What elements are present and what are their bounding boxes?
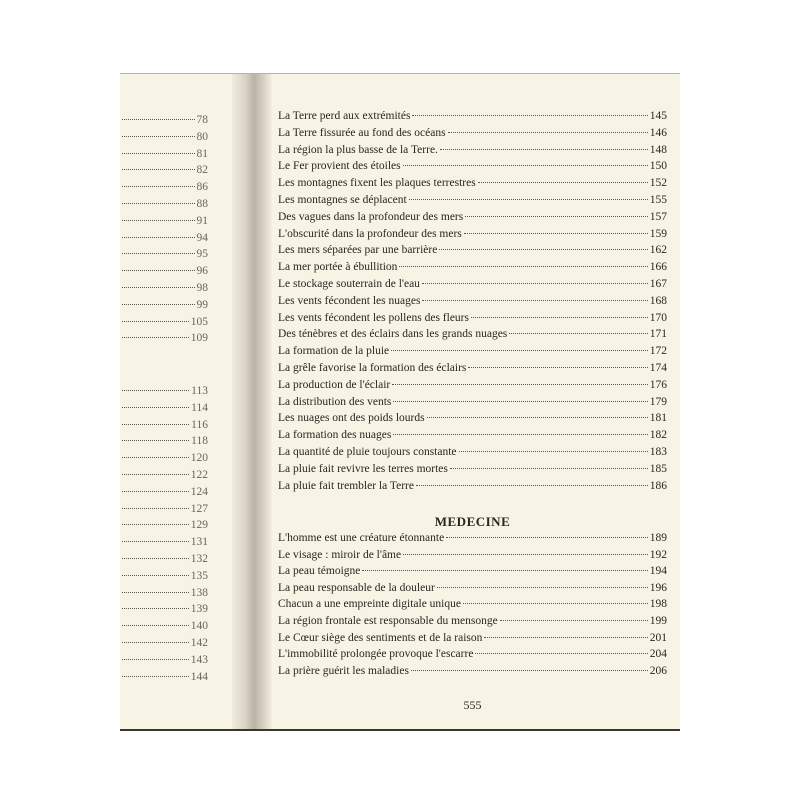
entry-title: La peau témoigne — [278, 565, 361, 578]
entry-page: 131 — [190, 536, 208, 549]
toc-row — [278, 295, 667, 311]
entry-page: 129 — [190, 519, 208, 532]
entry-title: Des vagues dans la profondeur des mers — [278, 210, 464, 223]
entry-page: 127 — [190, 502, 208, 515]
entry-page: 166 — [649, 261, 667, 274]
dot-leader — [122, 592, 189, 593]
toc-row-left — [120, 587, 208, 603]
dot-leader — [416, 485, 648, 486]
entry-title: L'immobilité prolongée provoque l'escarre — [278, 648, 474, 661]
dot-leader — [362, 570, 647, 571]
entry-page: 94 — [196, 231, 208, 244]
entry-page: 159 — [649, 227, 667, 240]
entry-title: Les vents fécondent les nuages — [278, 294, 421, 307]
toc-row — [278, 463, 667, 479]
entry-page: 168 — [649, 294, 667, 307]
entry-page: 124 — [190, 485, 208, 498]
entry-page: 132 — [190, 553, 208, 565]
entry-page: 194 — [649, 565, 667, 578]
entry-title: L'obscurité dans la profondeur des mers — [278, 227, 462, 240]
toc-row-left — [120, 148, 208, 164]
entry-title: La pluie fait trembler la Terre — [278, 479, 414, 492]
entry-page: 113 — [191, 385, 208, 397]
dot-leader — [122, 186, 195, 187]
entry-page: 86 — [196, 181, 208, 194]
toc-row — [278, 582, 667, 598]
dot-leader — [122, 407, 189, 408]
dot-leader — [459, 451, 648, 452]
entry-page: 206 — [649, 664, 667, 677]
toc-row — [278, 127, 667, 143]
dot-leader — [122, 440, 189, 441]
toc-row — [278, 194, 667, 210]
dot-leader — [437, 587, 648, 588]
toc-row — [278, 429, 667, 445]
dot-leader — [399, 266, 647, 267]
entry-page: 182 — [649, 429, 667, 442]
toc-row-left — [120, 131, 208, 147]
entry-title: La région frontale est responsable du mensonge — [278, 615, 498, 627]
toc-row — [278, 177, 667, 193]
toc-row-left — [120, 637, 208, 653]
dot-leader — [122, 337, 189, 338]
entry-page: 143 — [190, 653, 208, 666]
toc-row — [278, 615, 667, 631]
entry-page: 179 — [649, 395, 667, 408]
toc-row — [278, 598, 667, 614]
toc-row — [278, 345, 667, 361]
entry-page: 120 — [190, 452, 208, 465]
dot-leader — [409, 199, 648, 200]
entry-page: 199 — [649, 615, 667, 627]
toc-row-left — [120, 603, 208, 619]
entry-page: 198 — [649, 598, 667, 611]
dot-leader — [412, 115, 647, 116]
entry-title: La formation des nuages — [278, 429, 392, 442]
toc-row — [278, 160, 667, 176]
dot-leader — [122, 491, 189, 492]
toc-row-left — [120, 435, 208, 451]
dot-leader — [403, 554, 648, 555]
dot-leader — [122, 508, 189, 509]
dot-leader — [122, 575, 189, 576]
dot-leader — [475, 653, 647, 654]
book-gutter — [232, 74, 272, 729]
entry-title: Le visage : miroir de l'âme — [278, 548, 402, 561]
dot-leader — [439, 249, 647, 250]
entry-title: La Terre perd aux extrémités — [278, 110, 411, 122]
entry-page: 142 — [190, 637, 208, 649]
entry-title: La Terre fissurée au fond des océans — [278, 126, 446, 139]
entry-page: 176 — [649, 378, 667, 391]
entry-page: 192 — [649, 548, 667, 561]
entry-page: 167 — [649, 278, 667, 290]
entry-page: 186 — [649, 479, 667, 492]
entry-title: La prière guérit les maladies — [278, 664, 409, 677]
entry-page: 181 — [649, 412, 667, 425]
dot-leader — [440, 149, 648, 150]
dot-leader — [391, 350, 648, 351]
entry-title: Les montagnes se déplacent — [278, 194, 407, 206]
dot-leader — [122, 153, 195, 154]
entry-page: 96 — [196, 265, 208, 278]
toc-row — [278, 532, 667, 548]
entry-page: 185 — [649, 462, 667, 475]
entry-page: 114 — [191, 401, 208, 414]
toc-row-left — [120, 265, 208, 281]
toc-row-left — [120, 215, 208, 231]
dot-leader — [403, 165, 648, 166]
entry-title: L'homme est une créature étonnante — [278, 532, 445, 544]
entry-page: 196 — [649, 581, 667, 594]
dot-leader — [122, 474, 189, 475]
toc-row — [278, 261, 667, 277]
entry-page: 144 — [190, 670, 208, 683]
section-title: MEDECINE — [434, 514, 511, 529]
toc-row-left — [120, 164, 208, 180]
dot-leader — [509, 333, 647, 334]
entry-title: Les montagnes fixent les plaques terrestres — [278, 177, 476, 190]
entry-title: La pluie fait revivre les terres mortes — [278, 462, 448, 475]
entry-title: Les nuages ont des poids lourds — [278, 412, 425, 425]
entry-title: La quantité de pluie toujours constante — [278, 446, 457, 458]
entry-title: La peau responsable de la douleur — [278, 581, 435, 594]
entry-title: La région la plus basse de la Terre. — [278, 143, 438, 156]
dot-leader — [422, 300, 647, 301]
entry-page: 91 — [196, 214, 208, 227]
entry-page: 148 — [649, 143, 667, 156]
dot-leader — [122, 304, 195, 305]
toc-row-left — [120, 419, 208, 435]
dot-leader — [122, 608, 189, 609]
dot-leader — [464, 233, 648, 234]
toc-row-left — [120, 316, 208, 332]
dot-leader — [122, 270, 195, 271]
toc-row — [278, 648, 667, 664]
entry-page: 122 — [190, 469, 208, 481]
dot-leader — [122, 659, 189, 660]
toc-row — [278, 110, 667, 126]
toc-row-left — [120, 232, 208, 248]
entry-page: 171 — [649, 328, 667, 341]
dot-leader — [392, 384, 648, 385]
entry-page: 201 — [649, 631, 667, 644]
entry-page: 140 — [190, 620, 208, 633]
dot-leader — [122, 642, 189, 643]
toc-row-left — [120, 486, 208, 502]
toc-row-left — [120, 181, 208, 197]
dot-leader — [465, 216, 648, 217]
dot-leader — [463, 603, 648, 604]
toc-row-left — [120, 503, 208, 519]
entry-page: 81 — [196, 147, 208, 160]
entry-title: La distribution des vents — [278, 395, 392, 408]
entry-page: 172 — [649, 345, 667, 358]
entry-title: Les mers séparées par une barrière — [278, 244, 438, 257]
dot-leader — [122, 321, 189, 322]
dot-leader — [122, 558, 189, 559]
entry-title: Chacun a une empreinte digitale unique — [278, 598, 461, 611]
toc-row-left — [120, 452, 208, 468]
toc-row-left — [120, 536, 208, 552]
entry-title: Le Fer provient des étoiles — [278, 160, 401, 173]
dot-leader — [122, 424, 189, 425]
dot-leader — [122, 287, 195, 288]
dot-leader — [122, 625, 189, 626]
dot-leader — [122, 220, 195, 221]
book-spread — [120, 73, 680, 731]
toc-row-left — [120, 282, 208, 298]
entry-page: 155 — [649, 194, 667, 206]
entry-page: 152 — [649, 177, 667, 190]
toc-row — [278, 480, 667, 496]
entry-page: 204 — [649, 648, 667, 661]
dot-leader — [471, 317, 648, 318]
toc-row-left — [120, 299, 208, 315]
entry-page: 118 — [191, 435, 208, 448]
dot-leader — [446, 537, 648, 538]
toc-row-left — [120, 654, 208, 670]
entry-title: La mer portée à ébullition — [278, 261, 398, 274]
entry-page: 189 — [649, 532, 667, 544]
entry-page: 135 — [190, 569, 208, 582]
toc-row-left — [120, 114, 208, 130]
toc-row — [278, 244, 667, 260]
entry-page: 116 — [191, 418, 208, 431]
toc-row-left — [120, 620, 208, 636]
dot-leader — [411, 670, 648, 671]
dot-leader — [122, 541, 189, 542]
entry-page: 183 — [649, 446, 667, 458]
entry-page: 105 — [190, 315, 208, 328]
dot-leader — [122, 253, 195, 254]
toc-row — [278, 396, 667, 412]
dot-leader — [500, 620, 648, 621]
dot-leader — [122, 169, 195, 170]
toc-row — [278, 312, 667, 328]
toc-row-left — [120, 671, 208, 687]
entry-page: 78 — [196, 114, 208, 126]
entry-page: 170 — [649, 311, 667, 324]
entry-page: 88 — [196, 198, 208, 210]
entry-page: 138 — [190, 586, 208, 599]
toc-row — [278, 446, 667, 462]
dot-leader — [468, 367, 647, 368]
dot-leader — [122, 524, 189, 525]
toc-row — [278, 228, 667, 244]
entry-title: La grêle favorise la formation des éclairs — [278, 362, 467, 374]
toc-row — [278, 379, 667, 395]
entry-title: La production de l'éclair — [278, 378, 391, 391]
dot-leader — [484, 637, 647, 638]
entry-title: Le stockage souterrain de l'eau — [278, 278, 420, 290]
toc-row — [278, 211, 667, 227]
toc-row-left — [120, 469, 208, 485]
dot-leader — [122, 237, 195, 238]
dot-leader — [122, 119, 195, 120]
entry-page: 145 — [649, 110, 667, 122]
entry-page: 150 — [649, 160, 667, 173]
entry-page: 157 — [649, 210, 667, 223]
entry-page: 174 — [649, 362, 667, 374]
toc-row — [278, 144, 667, 160]
toc-row — [278, 278, 667, 294]
toc-row-left — [120, 248, 208, 264]
dot-leader — [427, 417, 648, 418]
toc-row-left — [120, 332, 208, 348]
toc-row — [278, 565, 667, 581]
entry-title: Des ténèbres et des éclairs dans les grands nuages — [278, 328, 508, 341]
entry-page: 162 — [649, 244, 667, 257]
toc-row — [278, 328, 667, 344]
toc-row — [278, 412, 667, 428]
entry-page: 98 — [196, 282, 208, 294]
dot-leader — [422, 283, 648, 284]
entry-page: 95 — [196, 248, 208, 261]
dot-leader — [122, 203, 195, 204]
entry-page: 80 — [196, 130, 208, 143]
entry-title: La formation de la pluie — [278, 345, 390, 358]
entry-title: Les vents fécondent les pollens des fleurs — [278, 311, 469, 324]
toc-row — [278, 549, 667, 565]
dot-leader — [122, 676, 189, 677]
dot-leader — [450, 468, 648, 469]
entry-title: Le Cœur siège des sentiments et de la raison — [278, 631, 483, 644]
dot-leader — [122, 136, 195, 137]
entry-page: 139 — [190, 603, 208, 616]
dot-leader — [448, 132, 648, 133]
entry-page: 146 — [649, 126, 667, 139]
toc-row-left — [120, 198, 208, 214]
toc-row-left — [120, 519, 208, 535]
dot-leader — [478, 182, 648, 183]
dot-leader — [122, 390, 189, 391]
dot-leader — [393, 434, 647, 435]
dot-leader — [393, 401, 647, 402]
toc-row — [278, 362, 667, 378]
page-number: 555 — [463, 698, 482, 712]
entry-page: 82 — [196, 164, 208, 177]
toc-row-left — [120, 402, 208, 418]
dot-leader — [122, 457, 189, 458]
entry-page: 109 — [190, 332, 208, 345]
toc-row — [278, 665, 667, 681]
toc-row-left — [120, 570, 208, 586]
toc-row — [278, 632, 667, 648]
toc-row-left — [120, 553, 208, 569]
entry-page: 99 — [196, 298, 208, 311]
toc-row-left — [120, 385, 208, 401]
